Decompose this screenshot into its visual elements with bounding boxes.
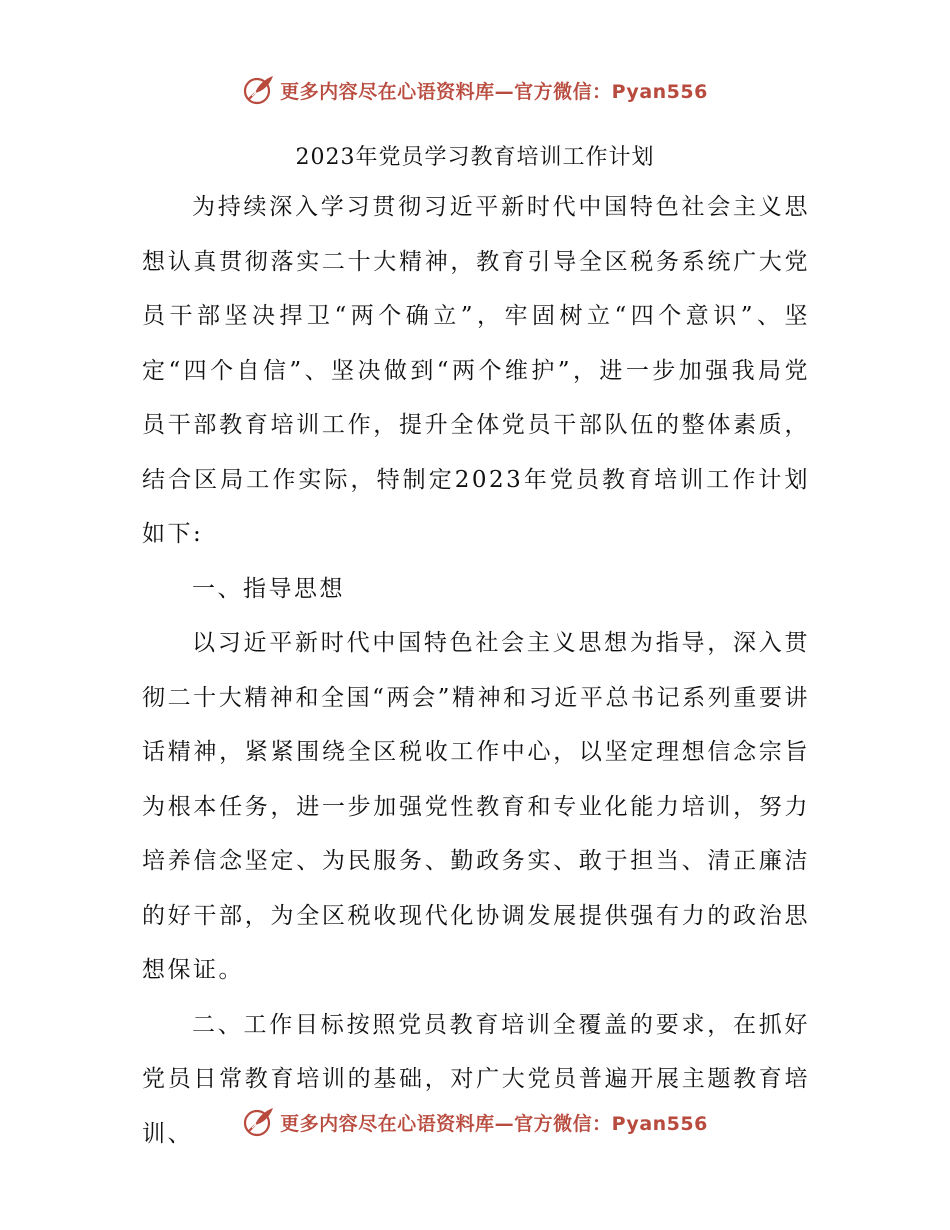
guiding-ideology-paragraph: 以习近平新时代中国特色社会主义思想为指导，深入贯彻二十大精神和全国“两会”精神和习近平总书记系列重要讲话精神，紧紧围绕全区税收工作中心，以坚定理想信念宗旨为根本任务，进一步加强党性教育和专业化能力培训，努力培养信念坚定、为民服务、勤政务实、敢于担当、清正廉洁的好干部，为全区税收现代化协调发展提供强有力的政治思想保证。	[142, 630, 810, 983]
intro-paragraph: 为持续深入学习贯彻习近平新时代中国特色社会主义思想认真贯彻落实二十大精神，教育引导全区税务系统广大党员干部坚决捍卫“两个确立”，牢固树立“四个意识”、坚定“四个自信”、坚决做到“两个维护”，进一步加强我局党员干部教育培训工作，提升全体党员干部队伍的整体素质，结合区局工作实际，特制定2023年党员教育培训工作计划如下:	[142, 194, 810, 547]
quill-logo-icon	[242, 73, 276, 107]
section-heading-guiding-ideology: 一、指导思想	[192, 575, 345, 602]
header-watermark-banner	[0, 68, 950, 112]
watermark-text: 更多内容尽在心语资料库—官方微信：Pyan556	[280, 80, 708, 103]
work-goals-paragraph: 二、工作目标按照党员教育培训全覆盖的要求，在抓好党员日常教育培训的基础，对广大党员普遍开展主题教育培训、	[142, 1011, 810, 1147]
quill-logo-icon	[242, 1105, 276, 1139]
footer-watermark-banner	[0, 1100, 950, 1144]
page-title: 2023年党员学习教育培训工作计划	[295, 145, 655, 170]
watermark-text: 更多内容尽在心语资料库—官方微信：Pyan556	[280, 1112, 708, 1135]
document-body	[142, 180, 810, 1161]
